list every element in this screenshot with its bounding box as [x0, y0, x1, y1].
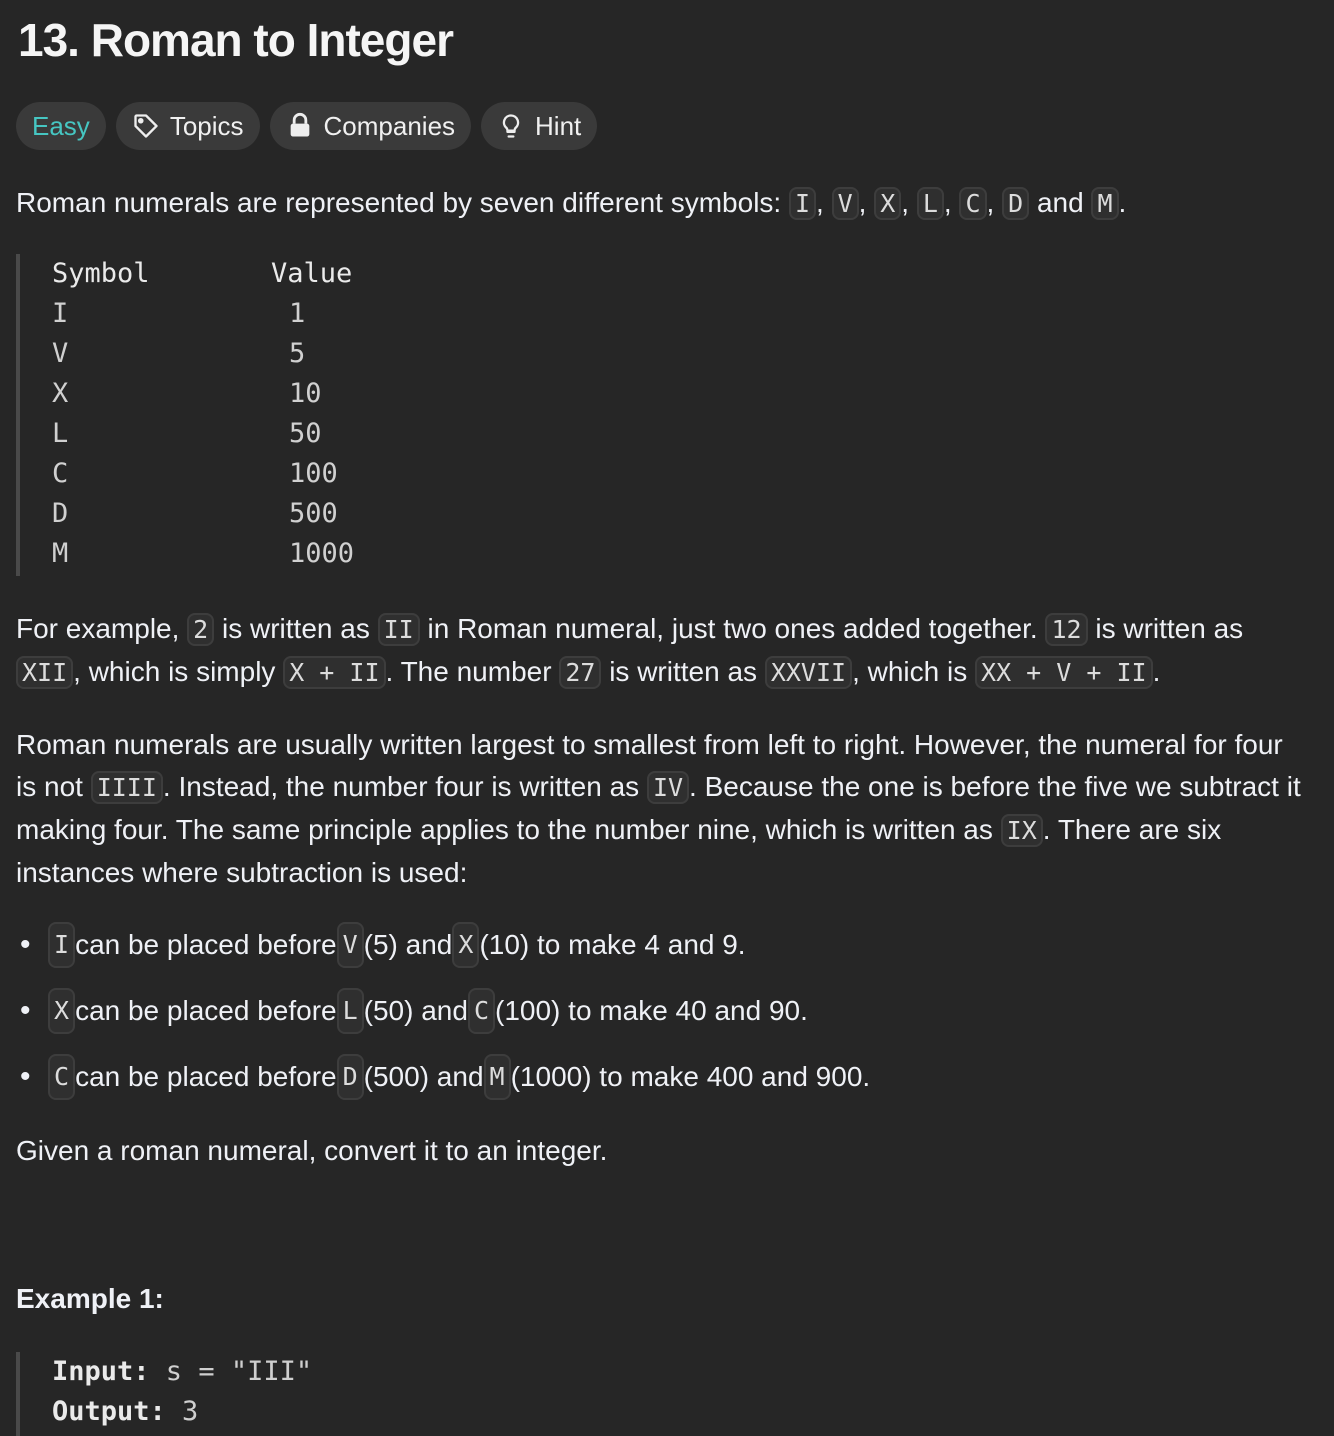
hint-label: Hint	[535, 111, 582, 141]
list-item: • I can be placed before V (5) and X (10) to make 4 and 9.	[16, 922, 1306, 968]
inline-code: L	[917, 187, 944, 220]
inline-code: X + II	[283, 656, 385, 689]
table-row: D 500	[52, 498, 338, 529]
topics-button[interactable]	[116, 102, 260, 150]
table-row: I 1	[52, 298, 306, 329]
inline-code: XII	[16, 656, 73, 689]
inline-code: L	[337, 988, 364, 1034]
inline-code: D	[337, 1054, 364, 1100]
problem-title[interactable]: 13. Roman to Integer	[18, 14, 453, 66]
subtraction-rules-list	[16, 922, 1306, 1120]
lock-icon	[286, 112, 314, 140]
inline-code: 2	[187, 613, 214, 646]
tag-bar	[16, 102, 597, 150]
inline-code: X	[874, 187, 901, 220]
subtraction-paragraph: Roman numerals are usually written largest to smallest from left to right. However, the numeral for four is not IIII . Instead, the number four is written as IV . Because the one is before the five we subtract it making four. The same principle applies to the number nine, which is written as IX . There are six instances where subtraction is used:	[16, 729, 1301, 888]
inline-code: IIII	[91, 771, 163, 804]
inline-code: II	[378, 613, 420, 646]
table-row: M 1000	[52, 538, 355, 569]
inline-code: 12	[1045, 613, 1087, 646]
table-row: C 100	[52, 458, 338, 489]
example-input: Input: s = "III"	[52, 1356, 313, 1387]
inline-code: C	[468, 988, 495, 1034]
inline-code: 27	[559, 656, 601, 689]
inline-code: X	[48, 988, 75, 1034]
hint-button[interactable]	[481, 102, 597, 150]
list-item: • C can be placed before D (500) and M (1000) to make 400 and 900.	[16, 1054, 1306, 1100]
intro-and: and	[1029, 187, 1092, 218]
lightbulb-icon	[497, 112, 525, 140]
inline-code: X	[452, 922, 479, 968]
symbol-value-table	[16, 254, 716, 576]
task-statement: Given a roman numeral, convert it to an integer.	[16, 1135, 608, 1166]
header-symbol: Symbol	[52, 258, 150, 289]
companies-button[interactable]	[270, 102, 472, 150]
difficulty-label: Easy	[32, 111, 90, 141]
inline-code: M	[484, 1054, 511, 1100]
example-1-title: Example 1:	[16, 1283, 164, 1314]
tag-icon	[132, 112, 160, 140]
table-row: L 50	[52, 418, 322, 449]
inline-code: C	[48, 1054, 75, 1100]
companies-label: Companies	[323, 111, 456, 141]
inline-code: V	[832, 187, 859, 220]
example-1-block	[16, 1352, 312, 1436]
inline-code: XXVII	[765, 656, 852, 689]
difficulty-badge[interactable]	[16, 102, 106, 150]
table-header	[52, 254, 716, 294]
inline-code: C	[959, 187, 986, 220]
inline-code: I	[48, 922, 75, 968]
inline-code: XX + V + II	[975, 656, 1153, 689]
inline-code: M	[1091, 187, 1118, 220]
list-item: • X can be placed before L (50) and C (100) to make 40 and 90.	[16, 988, 1306, 1034]
table-row: X 10	[52, 378, 322, 409]
inline-code: V	[337, 922, 364, 968]
inline-code: I	[789, 187, 816, 220]
example-output: Output: 3	[52, 1396, 199, 1427]
intro-paragraph: Roman numerals are represented by seven different symbols: I , V , X , L , C , D and M .	[16, 187, 1127, 218]
inline-code: IV	[647, 771, 689, 804]
example-paragraph: For example, 2 is written as II in Roman numeral, just two ones added together. 12 is written as XII , which is simply X + II . The number 27 is written as XXVII , which is XX + V + II .	[16, 613, 1244, 687]
table-row: V 5	[52, 338, 306, 369]
header-value: Value	[271, 258, 353, 289]
inline-code: IX	[1001, 814, 1043, 847]
inline-code: D	[1002, 187, 1029, 220]
topics-label: Topics	[169, 111, 244, 141]
intro-text: Roman numerals are represented by seven different symbols:	[16, 187, 789, 218]
